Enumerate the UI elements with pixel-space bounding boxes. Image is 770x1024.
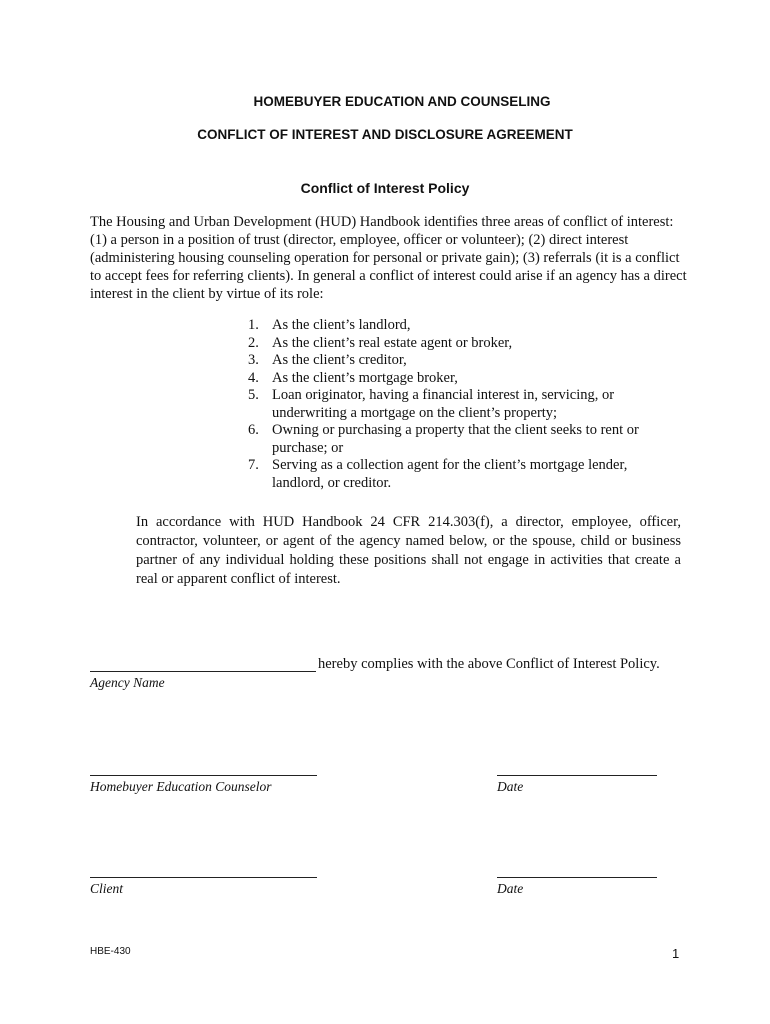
- agency-name-label: Agency Name: [90, 675, 165, 690]
- hud-regulation-paragraph: In accordance with HUD Handbook 24 CFR 214.303(f), a director, employee, officer, contractor, volunteer, or agent of the agency named below, or the spouse, child or business partner of any individual holding these positions shall not engage in activities that create a real or apparent conflict of interest.: [136, 514, 681, 587]
- page-number: 1: [672, 946, 680, 961]
- intro-paragraph: The Housing and Urban Development (HUD) Handbook identifies three areas of conflict of interest: (1) a person in a position of trust (director, employee, officer or volunteer); (2) direct interest (administering housing counseling operation for personal or private gain); (3) referrals (it is a conflict to accept fees for referring clients). In general a conflict of interest could arise if an agency has a direct interest in the client by virtue of its role:: [90, 214, 687, 302]
- client-label: Client: [90, 881, 123, 896]
- list-item: 2. As the client’s real estate agent or broker,: [248, 334, 513, 351]
- counselor-date-label: Date: [497, 779, 524, 794]
- list-item: 5. Loan originator, having a financial interest in, servicing, or underwriting a mortgage on the client’s property;: [248, 387, 615, 421]
- list-item: 4. As the client’s mortgage broker,: [248, 369, 458, 386]
- list-item: 7. Serving as a collection agent for the client’s mortgage lender, landlord, or creditor.: [248, 457, 628, 491]
- conflict-list: [240, 317, 680, 492]
- counselor-signature-field[interactable]: [90, 775, 317, 776]
- list-item: 3. As the client’s creditor,: [248, 352, 407, 368]
- list-item: 1. As the client’s landlord,: [248, 317, 411, 333]
- section-heading: Conflict of Interest Policy: [300, 180, 470, 196]
- client-date-field[interactable]: [497, 877, 657, 878]
- counselor-date-field[interactable]: [497, 775, 657, 776]
- list-item: 6. Owning or purchasing a property that the client seeks to rent or purchase; or: [248, 422, 639, 456]
- counselor-label: Homebuyer Education Counselor: [90, 779, 272, 794]
- document-subtitle: CONFLICT OF INTEREST AND DISCLOSURE AGREEMENT: [197, 127, 573, 142]
- document-title: HOMEBUYER EDUCATION AND COUNSELING: [253, 94, 551, 109]
- client-signature-field[interactable]: [90, 877, 317, 878]
- compliance-statement: hereby complies with the above Conflict of Interest Policy.: [318, 656, 660, 672]
- agency-name-field[interactable]: [90, 671, 316, 672]
- client-date-label: Date: [497, 881, 524, 896]
- form-code: HBE-430: [90, 946, 131, 957]
